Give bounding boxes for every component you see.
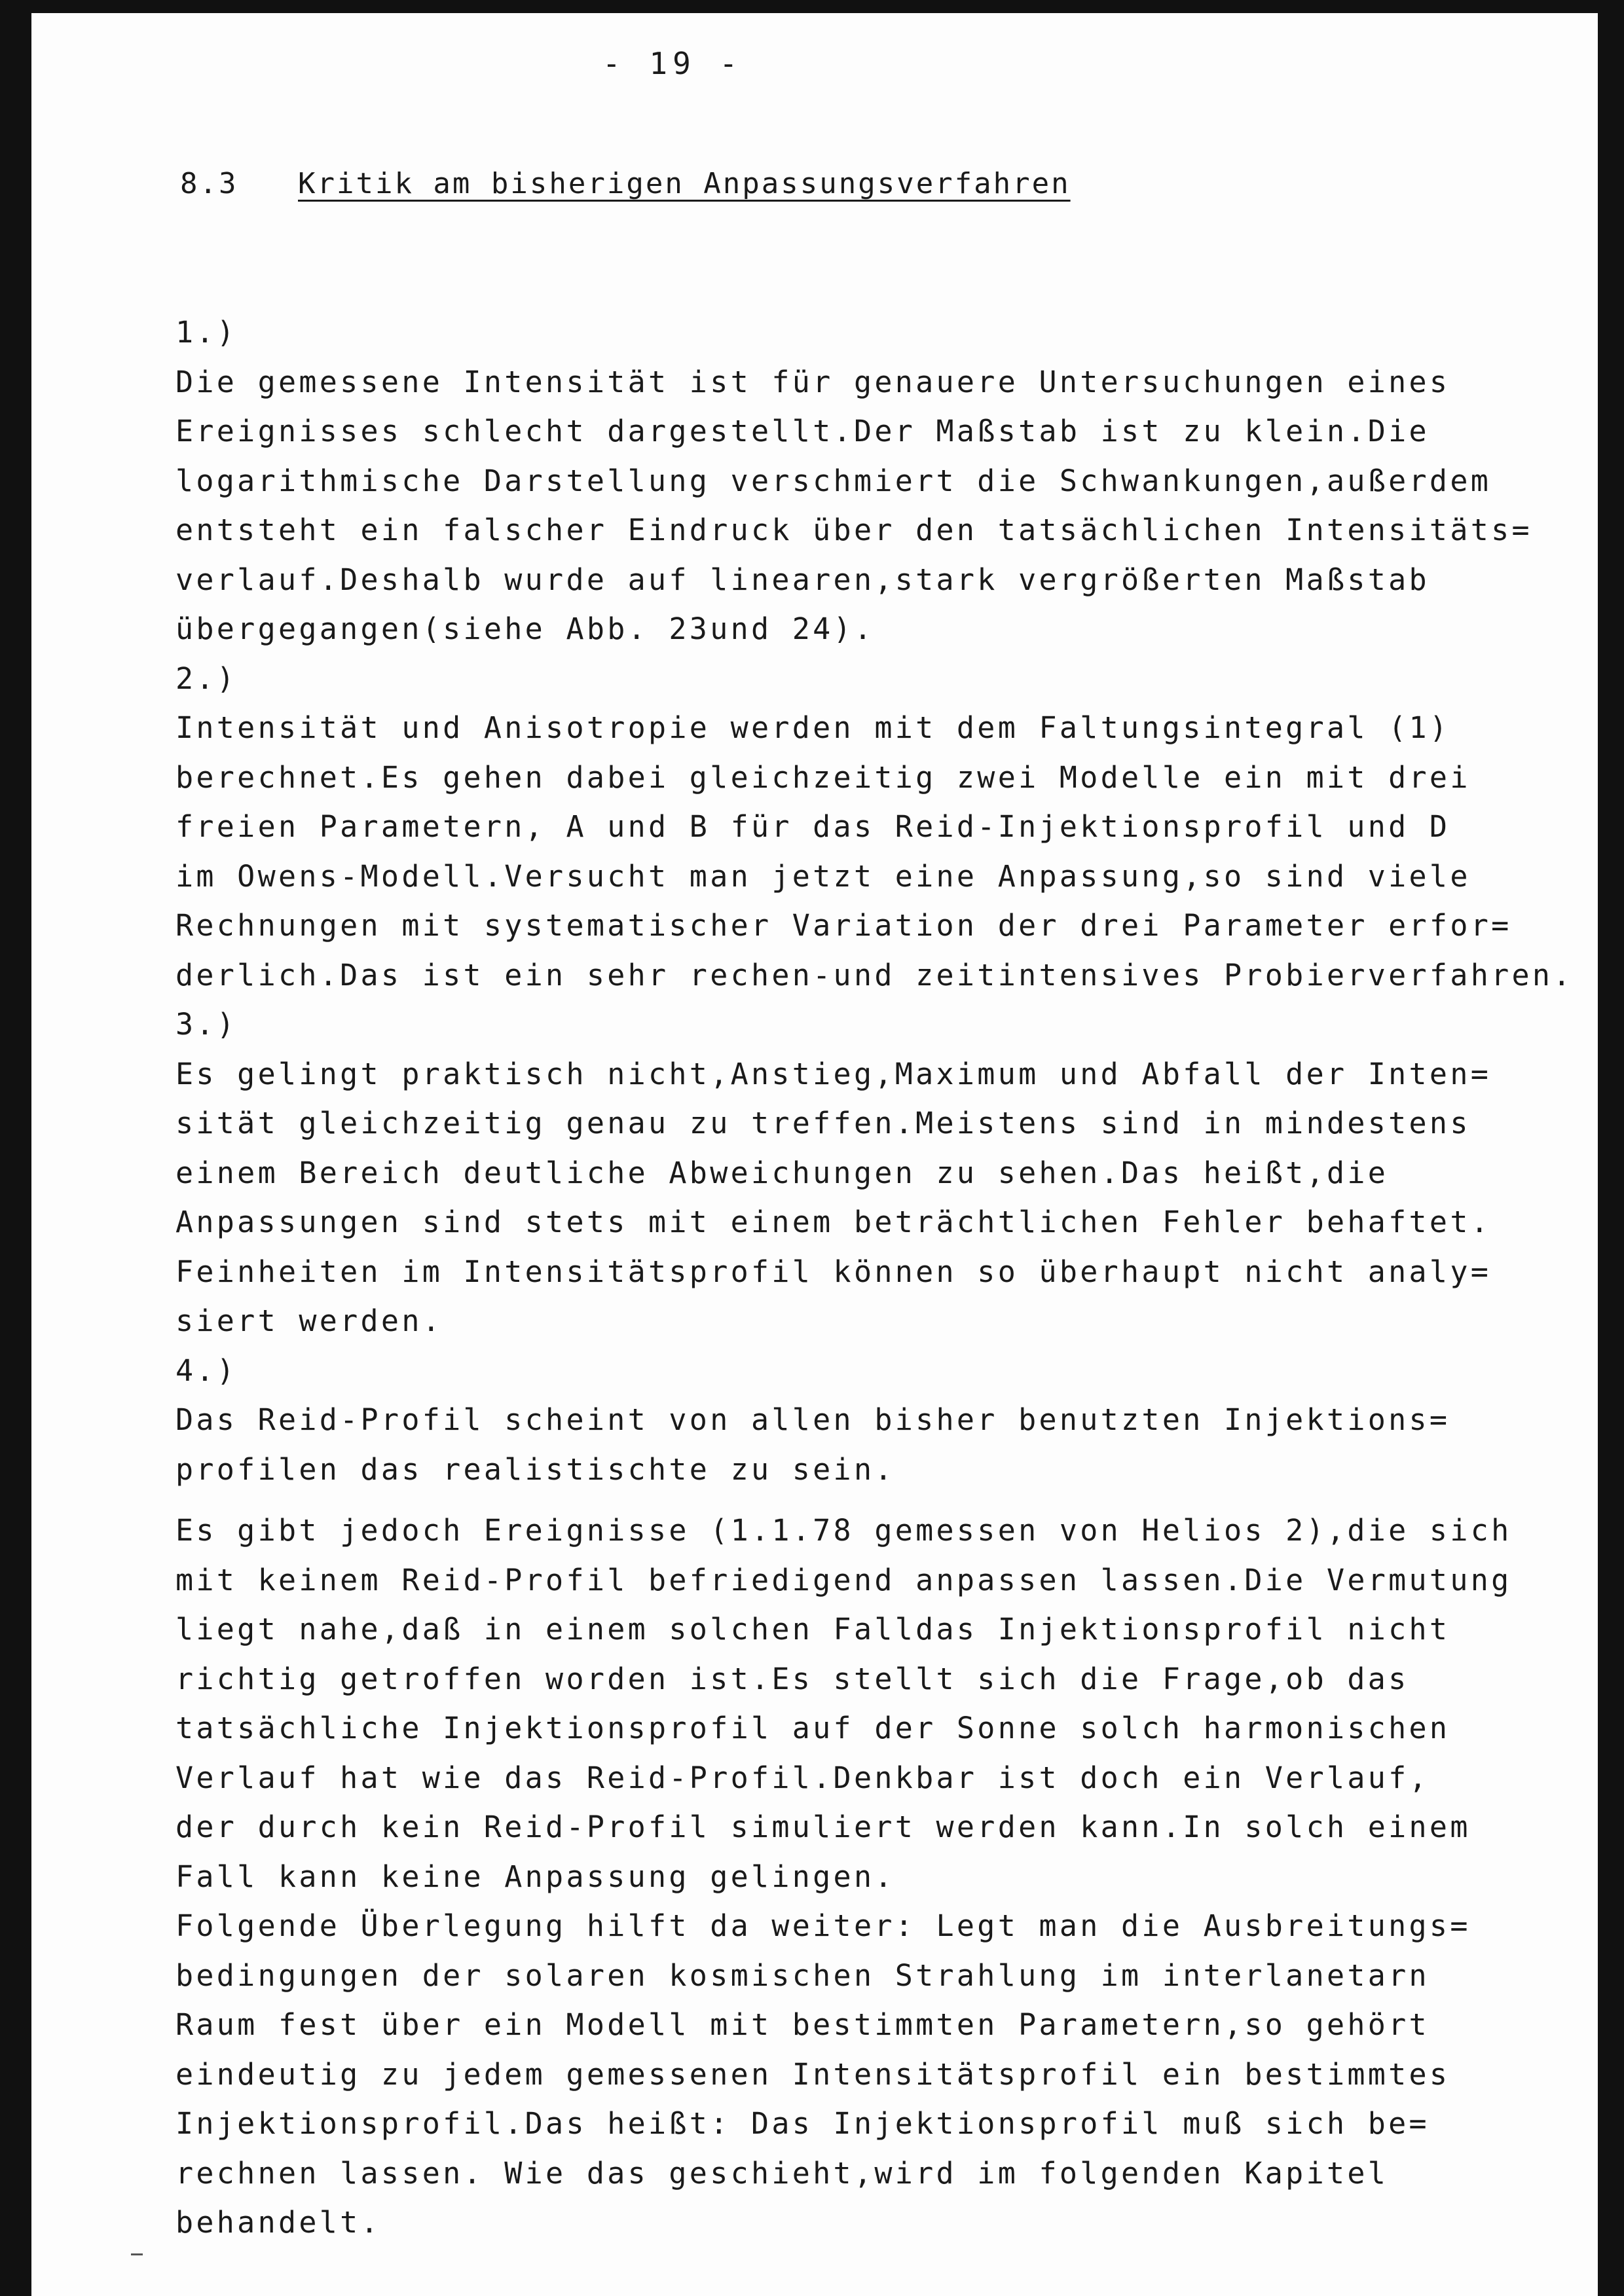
text-line: logarithmische Darstellung verschmiert die Schwankungen,außerdem [175, 463, 1492, 498]
text-line: übergegangen(siehe Abb. 23und 24). [175, 611, 875, 646]
text-line: bedingungen der solaren kosmischen Strahlung im interlanetarn [175, 1958, 1430, 1993]
scan-border-right [1598, 0, 1624, 2296]
text-line: 3.) [175, 1007, 238, 1042]
text-line: sität gleichzeitig genau zu treffen.Meistens sind in mindestens [175, 1106, 1471, 1140]
text-line: der durch kein Reid-Profil simuliert werden kann.In solch einem [175, 1810, 1471, 1844]
text-line: im Owens-Modell.Versucht man jetzt eine Anpassung,so sind viele [175, 858, 1471, 894]
paragraph-gap [175, 1494, 1583, 1506]
text-line: berechnet.Es gehen dabei gleichzeitig zwei Modelle ein mit drei [175, 759, 1471, 795]
text-line: tatsächliche Injektionsprofil auf der Sonne solch harmonischen [175, 1711, 1450, 1745]
section-title: Kritik am bisherigen Anpassungsverfahren [298, 167, 1071, 200]
margin-mark [131, 2253, 143, 2255]
scan-border-top [0, 0, 1624, 13]
text-line: Es gelingt praktisch nicht,Anstieg,Maximum und Abfall der Inten= [175, 1056, 1492, 1091]
text-line: 4.) [175, 1353, 238, 1388]
text-line: entsteht ein falscher Eindruck über den tatsächlichen Intensitäts= [175, 513, 1532, 547]
text-line: derlich.Das ist ein sehr rechen-und zeitintensives Probierverfahren. [175, 957, 1574, 993]
text-line: liegt nahe,daß in einem solchen Falldas Injektionsprofil nicht [175, 1612, 1450, 1647]
text-line: 1.) [175, 315, 238, 350]
text-line: einem Bereich deutliche Abweichungen zu sehen.Das heißt,die [175, 1155, 1389, 1190]
text-line: Intensität und Anisotropie werden mit dem Faltungsintegral (1) [175, 710, 1450, 745]
text-line: eindeutig zu jedem gemessenen Intensitätsprofil ein bestimmtes [175, 2056, 1450, 2092]
page-number: - 19 - [602, 46, 743, 81]
text-line: behandelt. [175, 2205, 381, 2240]
text-line: Fall kann keine Anpassung gelingen. [175, 1859, 895, 1894]
body-text [175, 308, 1583, 2248]
text-line: siert werden. [175, 1303, 443, 1338]
text-line: Rechnungen mit systematischer Variation der drei Parameter erfor= [175, 908, 1512, 943]
text-line: freien Parametern, A und B für das Reid-Injektionsprofil und D [175, 809, 1450, 844]
text-line: rechnen lassen. Wie das geschieht,wird im folgenden Kapitel [175, 2155, 1389, 2191]
text-line: Feinheiten im Intensitätsprofil können so überhaupt nicht analy= [175, 1254, 1492, 1289]
text-line: Verlauf hat wie das Reid-Profil.Denkbar ist doch ein Verlauf, [175, 1760, 1430, 1795]
text-line: mit keinem Reid-Profil befriedigend anpassen lassen.Die Vermutung [175, 1562, 1512, 1597]
text-line: 2.) [175, 661, 238, 696]
text-line: Injektionsprofil.Das heißt: Das Injektionsprofil muß sich be= [175, 2106, 1430, 2141]
text-line: Das Reid-Profil scheint von allen bisher benutzten Injektions= [175, 1402, 1450, 1437]
text-line: Anpassungen sind stets mit einem beträchtlichen Fehler behaftet. [175, 1205, 1492, 1239]
text-line: verlauf.Deshalb wurde auf linearen,stark vergrößerten Maßstab [175, 562, 1430, 597]
text-line: Ereignisses schlecht dargestellt.Der Maßstab ist zu klein.Die [175, 414, 1430, 448]
section-heading [180, 167, 1071, 200]
text-line: profilen das realistischte zu sein. [175, 1451, 895, 1487]
text-line: Die gemessene Intensität ist für genauere Untersuchungen eines [175, 364, 1450, 399]
text-line: Folgende Überlegung hilft da weiter: Legt man die Ausbreitungs= [175, 1908, 1471, 1943]
section-number: 8.3 [180, 167, 238, 200]
text-line: Es gibt jedoch Ereignisse (1.1.78 gemessen von Helios 2),die sich [175, 1513, 1512, 1548]
text-line: Raum fest über ein Modell mit bestimmten Parametern,so gehört [175, 2007, 1430, 2042]
scan-border-left [0, 0, 31, 2296]
text-line: richtig getroffen worden ist.Es stellt sich die Frage,ob das [175, 1661, 1409, 1696]
